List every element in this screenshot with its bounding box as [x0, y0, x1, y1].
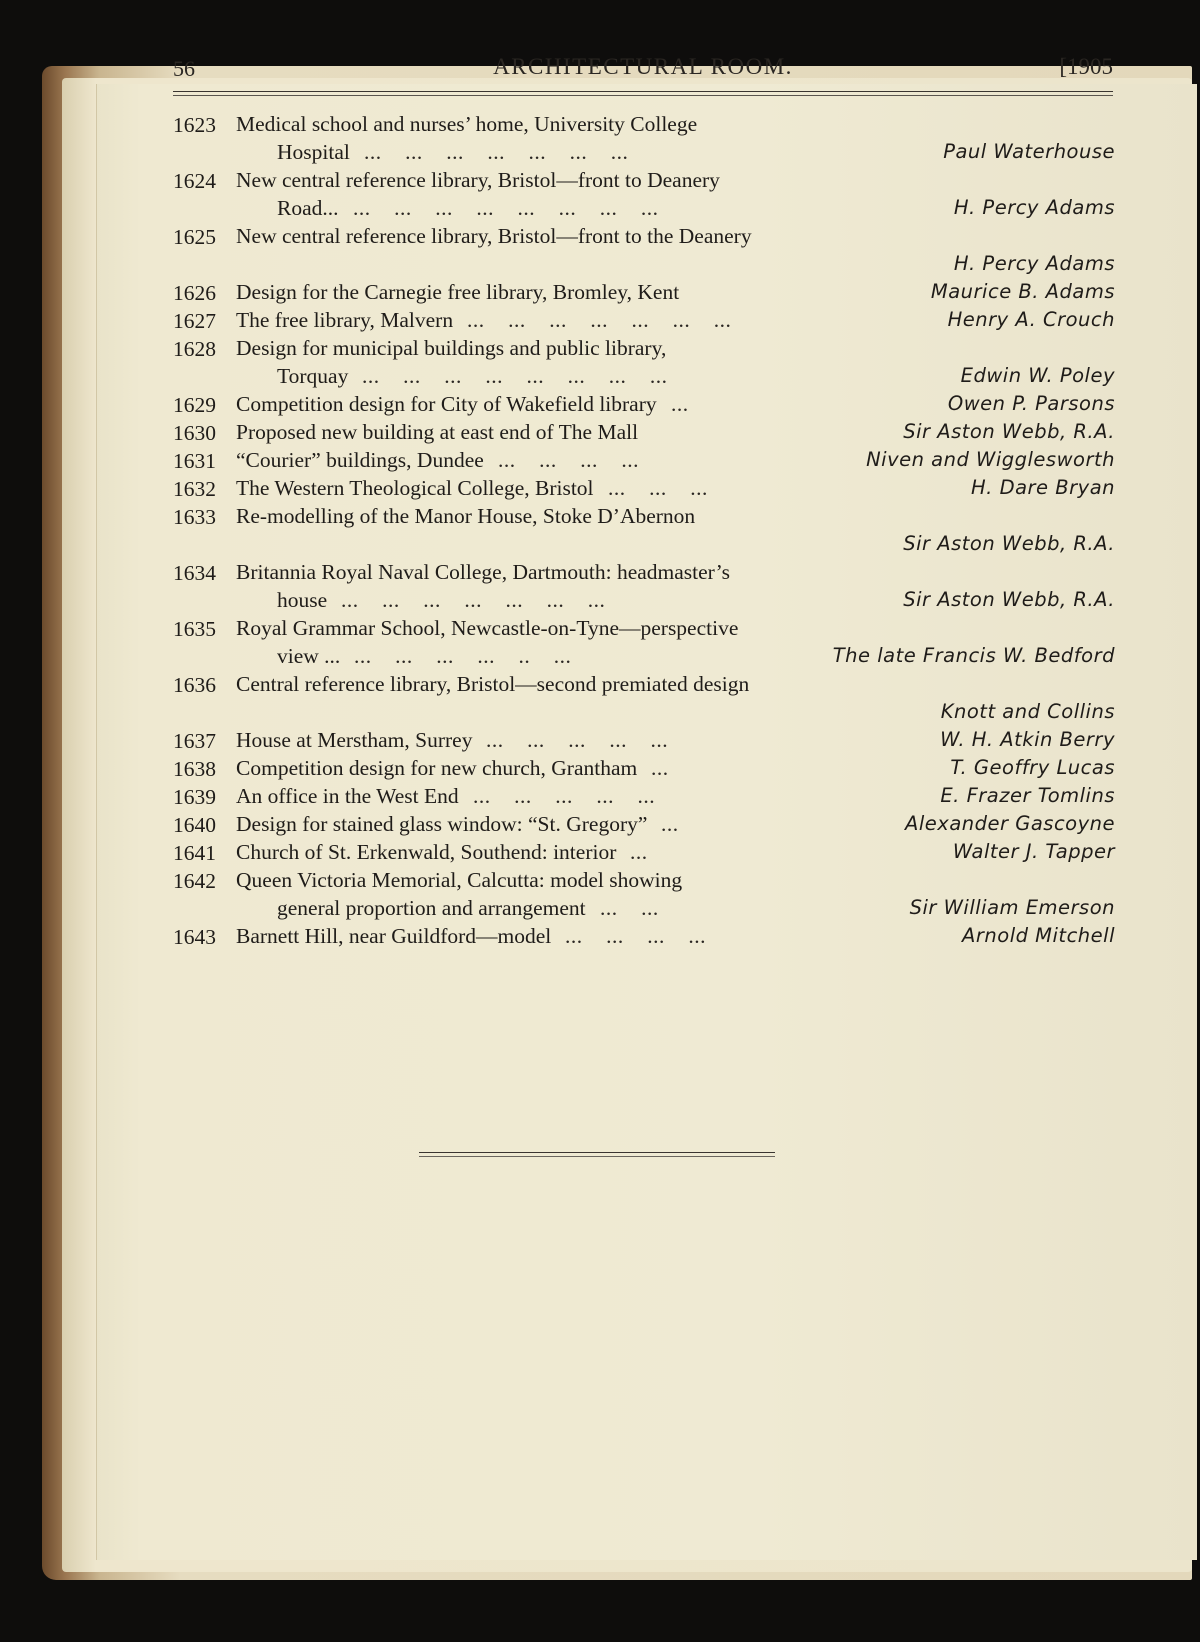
catalogue-entry: [173, 726, 1115, 754]
catalogue-entry: [173, 166, 1115, 222]
entry-line: [173, 222, 1115, 250]
architect-name: Niven and Wigglesworth: [866, 448, 1115, 471]
entry-line: [173, 278, 1115, 306]
entry-number: 1637: [173, 729, 216, 753]
entry-number: 1629: [173, 393, 216, 417]
entry-title: Barnett Hill, near Guildford—model: [236, 924, 552, 948]
entry-line: [173, 586, 1115, 614]
entry-line: [173, 866, 1115, 894]
architect-name: Paul Waterhouse: [943, 140, 1115, 163]
entry-line: [173, 502, 1115, 530]
entry-number: 1643: [173, 925, 216, 949]
architect-name: Walter J. Tapper: [952, 840, 1115, 863]
entry-line: [173, 894, 1115, 922]
catalogue-entry: [173, 866, 1115, 922]
catalogue-entry: [173, 670, 1115, 726]
entry-title: Royal Grammar School, Newcastle-on-Tyne—perspective: [236, 616, 739, 640]
leader-dots: ... ... ... ... ... ... ...: [364, 140, 629, 164]
entry-line: [173, 670, 1115, 698]
entry-number: 1642: [173, 869, 216, 893]
entry-number: 1639: [173, 785, 216, 809]
entry-title: Britannia Royal Naval College, Dartmouth: headmaster’s: [236, 560, 730, 584]
entry-line: [173, 922, 1115, 950]
architect-name: Edwin W. Poley: [960, 364, 1115, 387]
entry-number: 1633: [173, 505, 216, 529]
entry-title-continued: Torquay: [277, 364, 349, 388]
entry-title: Central reference library, Bristol—second premiated design: [236, 672, 750, 696]
entry-number: 1641: [173, 841, 216, 865]
entry-line: [173, 810, 1115, 838]
entry-title: Proposed new building at east end of The Mall: [236, 420, 639, 444]
leader-dots: ...: [651, 756, 669, 780]
entry-line: [173, 110, 1115, 138]
entry-line: [173, 838, 1115, 866]
leader-dots: ... ... ... ...: [565, 924, 706, 948]
entry-title: New central reference library, Bristol—front to Deanery: [236, 168, 720, 192]
leader-dots: ...: [661, 812, 679, 836]
architect-name: Sir Aston Webb, R.A.: [903, 588, 1115, 611]
entry-title: New central reference library, Bristol—front to the Deanery: [236, 224, 752, 248]
entry-number: 1628: [173, 337, 216, 361]
entry-line: [173, 166, 1115, 194]
catalogue-entry: [173, 222, 1115, 278]
entry-line: [173, 250, 1115, 278]
entry-number: 1634: [173, 561, 216, 585]
leader-dots: ... ... ... ... ... ... ...: [341, 588, 606, 612]
entry-number: 1640: [173, 813, 216, 837]
entry-title: An office in the West End: [236, 784, 459, 808]
architect-name: Arnold Mitchell: [962, 924, 1115, 947]
catalogue-entry: [173, 558, 1115, 614]
architect-name: E. Frazer Tomlins: [940, 784, 1115, 807]
catalogue-entry: [173, 474, 1115, 502]
entry-title-continued: Road...: [277, 196, 339, 220]
architect-name: H. Percy Adams: [953, 196, 1115, 219]
entry-title-continued: house: [277, 588, 328, 612]
catalogue-entry: [173, 110, 1115, 166]
leader-dots: ... ... ... ... ... ... ... ...: [353, 196, 659, 220]
leader-dots: ... ... ... ...: [498, 448, 639, 472]
entry-number: 1627: [173, 309, 216, 333]
running-title: ARCHITECTURAL ROOM.: [493, 54, 793, 79]
entry-title-continued: view ...: [277, 644, 341, 668]
entry-line: [173, 418, 1115, 446]
entry-number: 1630: [173, 421, 216, 445]
leader-dots: ... ... ... ... ...: [473, 784, 656, 808]
entry-number: 1638: [173, 757, 216, 781]
entry-line: [173, 446, 1115, 474]
leader-dots: ...: [630, 840, 648, 864]
leader-dots: ... ... ... ... .. ...: [354, 644, 572, 668]
catalogue-entry: [173, 754, 1115, 782]
entry-line: [173, 726, 1115, 754]
entry-line: [173, 642, 1115, 670]
catalogue-entries: [173, 110, 1115, 950]
architect-name: Henry A. Crouch: [947, 308, 1115, 331]
header-rule: [173, 91, 1113, 96]
entry-line: [173, 558, 1115, 586]
entry-title: Church of St. Erkenwald, Southend: interior: [236, 840, 617, 864]
entry-number: 1625: [173, 225, 216, 249]
entry-number: 1632: [173, 477, 216, 501]
catalogue-entry: [173, 614, 1115, 670]
architect-name: T. Geoffry Lucas: [950, 756, 1115, 779]
entry-line: [173, 754, 1115, 782]
entry-title: The free library, Malvern: [236, 308, 454, 332]
entry-number: 1635: [173, 617, 216, 641]
entry-number: 1624: [173, 169, 216, 193]
catalogue-entry: [173, 334, 1115, 390]
entry-line: [173, 334, 1115, 362]
end-rule: [419, 1152, 775, 1157]
catalogue-entry: [173, 838, 1115, 866]
catalogue-entry: [173, 306, 1115, 334]
catalogue-entry: [173, 782, 1115, 810]
entry-line: [173, 530, 1115, 558]
entry-title: Medical school and nurses’ home, University College: [236, 112, 698, 136]
catalogue-entry: [173, 922, 1115, 950]
entry-title: Competition design for City of Wakefield library: [236, 392, 657, 416]
entry-line: [173, 138, 1115, 166]
architect-name: Sir Aston Webb, R.A.: [903, 532, 1115, 555]
entry-title: Design for the Carnegie free library, Bromley, Kent: [236, 280, 680, 304]
leader-dots: ... ...: [600, 896, 659, 920]
entry-title-continued: general proportion and arrangement: [277, 896, 586, 920]
leader-dots: ... ... ... ... ... ... ...: [467, 308, 732, 332]
architect-name: Owen P. Parsons: [947, 392, 1115, 415]
leader-dots: ... ... ... ... ... ... ... ...: [362, 364, 668, 388]
architect-name: Alexander Gascoyne: [905, 812, 1115, 835]
entry-title: Competition design for new church, Grantham: [236, 756, 638, 780]
entry-number: 1626: [173, 281, 216, 305]
page-number: 56: [173, 56, 195, 81]
leader-dots: ...: [671, 392, 689, 416]
entry-number: 1636: [173, 673, 216, 697]
catalogue-entry: [173, 390, 1115, 418]
entry-title: Re-modelling of the Manor House, Stoke D’Abernon: [236, 504, 696, 528]
entry-title: Design for stained glass window: “St. Gregory”: [236, 812, 648, 836]
architect-name: Knott and Collins: [940, 700, 1115, 723]
architect-name: The late Francis W. Bedford: [832, 644, 1115, 667]
architect-name: Sir William Emerson: [909, 896, 1115, 919]
architect-name: Maurice B. Adams: [930, 280, 1115, 303]
entry-number: 1631: [173, 449, 216, 473]
entry-line: [173, 390, 1115, 418]
catalogue-entry: [173, 810, 1115, 838]
catalogue-entry: [173, 502, 1115, 558]
catalogue-entry: [173, 418, 1115, 446]
architect-name: Sir Aston Webb, R.A.: [903, 420, 1115, 443]
entry-line: [173, 698, 1115, 726]
entry-line: [173, 306, 1115, 334]
header-year: [1905: [1059, 54, 1113, 79]
entry-number: 1623: [173, 113, 216, 137]
entry-line: [173, 474, 1115, 502]
entry-line: [173, 614, 1115, 642]
entry-line: [173, 782, 1115, 810]
architect-name: H. Percy Adams: [953, 252, 1115, 275]
architect-name: W. H. Atkin Berry: [940, 728, 1115, 751]
entry-title: “Courier” buildings, Dundee: [236, 448, 484, 472]
entry-line: [173, 194, 1115, 222]
leader-dots: ... ... ...: [608, 476, 708, 500]
entry-title: Design for municipal buildings and public library,: [236, 336, 667, 360]
leader-dots: ... ... ... ... ...: [486, 728, 669, 752]
catalogue-entry: [173, 278, 1115, 306]
catalogue-entry: [173, 446, 1115, 474]
entry-title: Queen Victoria Memorial, Calcutta: model showing: [236, 868, 683, 892]
architect-name: H. Dare Bryan: [971, 476, 1115, 499]
entry-title: House at Merstham, Surrey: [236, 728, 473, 752]
page-header: [173, 54, 1113, 94]
entry-title: The Western Theological College, Bristol: [236, 476, 594, 500]
entry-line: [173, 362, 1115, 390]
entry-title-continued: Hospital: [277, 140, 350, 164]
